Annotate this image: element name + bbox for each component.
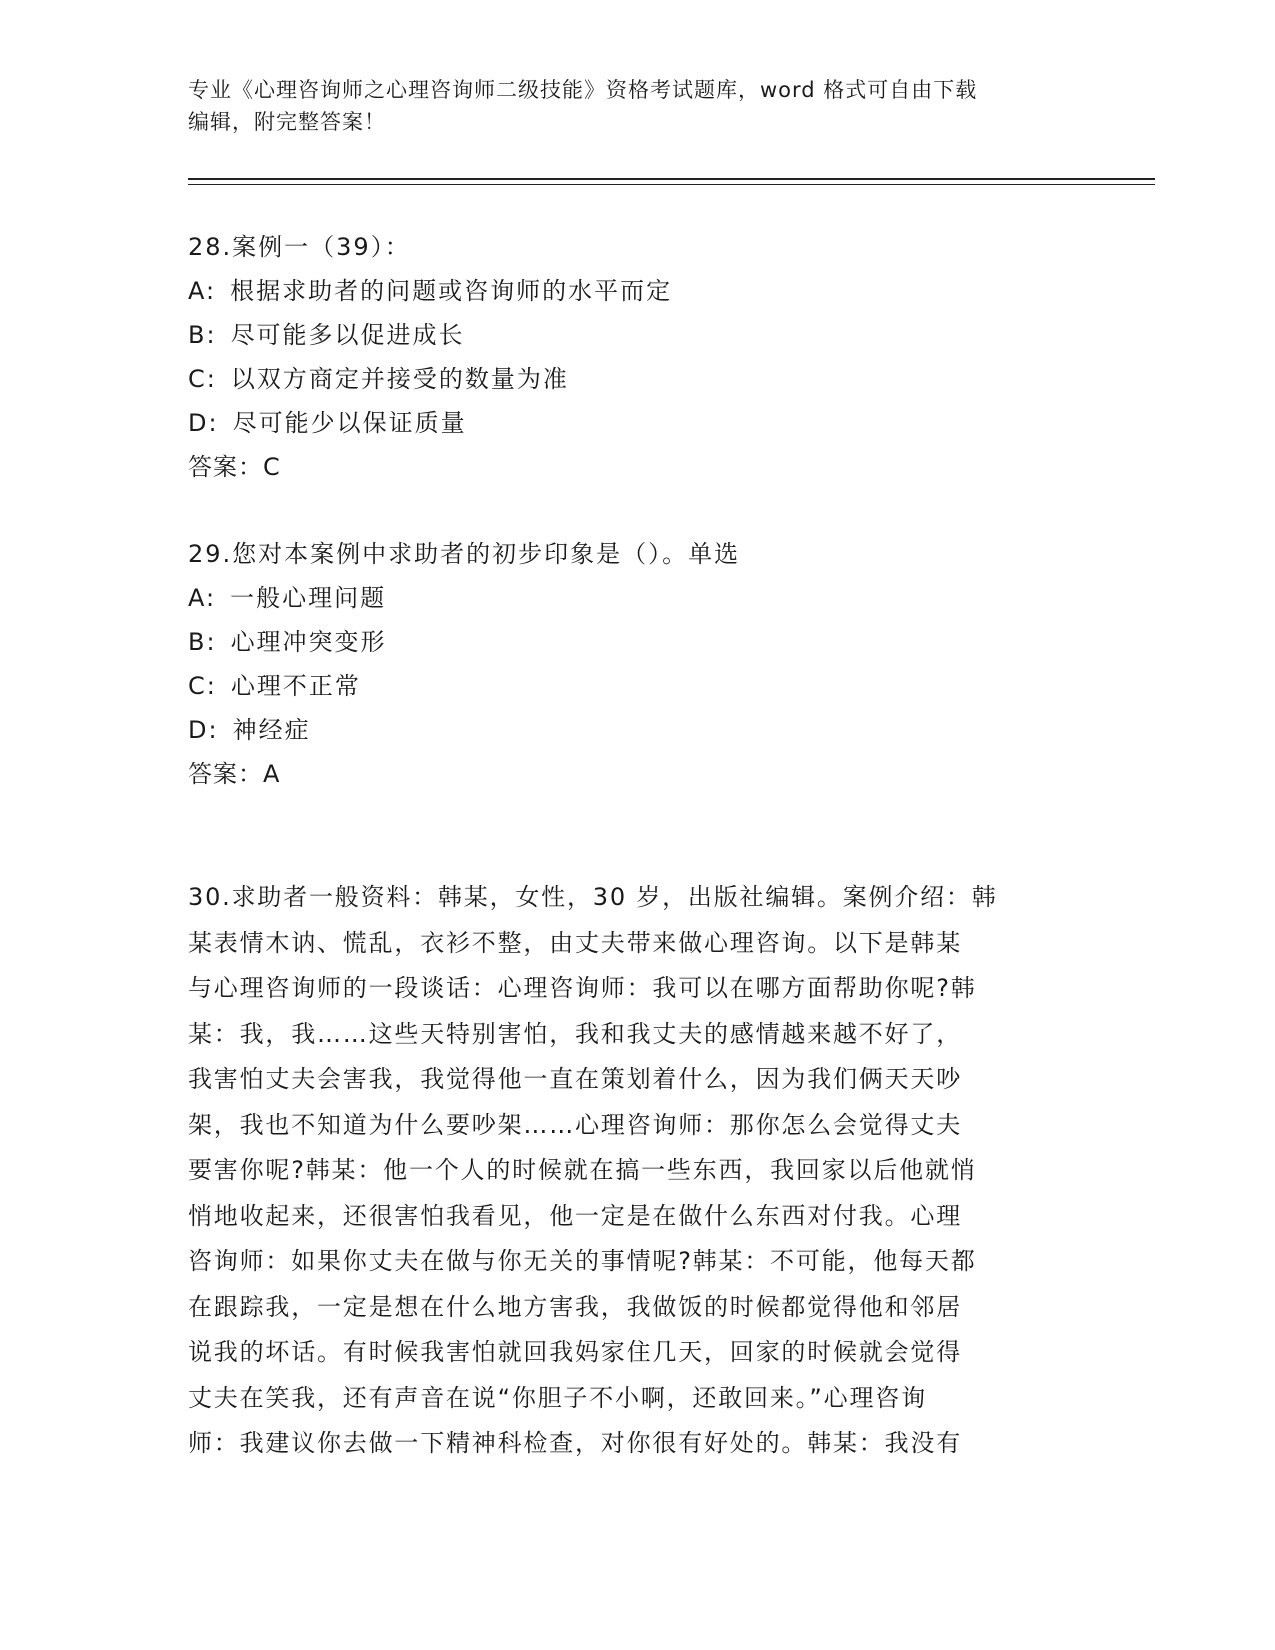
passage-line: 丈夫在笑我，还有声音在说“你胆子不小啊，还敢回来。”心理咨询 [188,1383,927,1412]
option-d [188,406,467,440]
passage-line: 30.求助者一般资料：韩某，女性，30 岁，出版社编辑。案例介绍：韩 [188,883,998,911]
option-letter: A: [188,584,217,612]
passage-line: 说我的坏话。有时候我害怕就回我妈家住几天，回家的时候就会觉得 [188,1338,962,1366]
passage-line: 悄地收起来，还很害怕我看见，他一定是在做什么东西对付我。心理 [188,1201,962,1230]
document-header [188,74,1068,138]
passage-line: 师：我建议你去做一下精神科检查，对你很有好处的。韩某：我没有 [188,1429,962,1457]
option-letter: C: [188,672,217,700]
header-divider-thick [188,178,1155,180]
option-text: 神经症 [232,716,311,744]
passage-line: 某：我，我……这些天特别害怕，我和我丈夫的感情越来越不好了， [188,1019,962,1048]
passage-line: 与心理咨询师的一段谈话：心理咨询师：我可以在哪方面帮助你呢?韩 [188,974,977,1002]
option-letter: D: [188,716,219,744]
option-letter: D: [188,409,219,437]
option-text: 尽可能少以保证质量 [232,409,467,437]
header-line-2: 编辑，附完整答案！ [188,110,386,134]
passage-line: 架，我也不知道为什么要吵架……心理咨询师：那你怎么会觉得丈夫 [188,1110,962,1139]
passage-line: 要害你呢?韩某：他一个人的时候就在搞一些东西，我回家以后他就悄 [188,1156,977,1184]
question-title: 29.您对本案例中求助者的初步印象是（）。单选 [188,540,741,568]
question-title: 28.案例一（39）： [188,233,411,261]
answer: 答案：A [188,760,281,788]
passage-line: 咨询师：如果你丈夫在做与你无关的事情呢?韩某：不可能，他每天都 [188,1247,977,1275]
option-text: 心理不正常 [230,672,361,700]
header-line-1: 专业《心理咨询师之心理咨询师二级技能》资格考试题库，word 格式可自由下载 [188,78,978,102]
option-d [188,713,311,747]
answer: 答案：C [188,453,281,481]
option-letter: B: [188,321,217,349]
passage-line: 某表情木讷、慌乱，衣衫不整，由丈夫带来做心理咨询。以下是韩某 [188,928,962,957]
option-a [188,274,672,308]
option-text: 以双方商定并接受的数量为准 [230,365,569,393]
option-text: 一般心理问题 [230,584,387,612]
option-text: 尽可能多以促进成长 [230,321,465,349]
option-text: 根据求助者的问题或咨询师的水平而定 [230,277,673,305]
option-b [188,625,387,659]
option-c [188,669,361,703]
header-divider-thin [188,184,1155,185]
passage-line: 我害怕丈夫会害我，我觉得他一直在策划着什么，因为我们俩天天吵 [188,1065,962,1093]
option-b [188,318,465,352]
option-text: 心理冲突变形 [230,628,387,656]
option-letter: A: [188,277,217,305]
option-a [188,581,386,615]
question-30-passage [188,875,1088,1467]
option-letter: C: [188,365,217,393]
passage-line: 在跟踪我，一定是想在什么地方害我，我做饭的时候都觉得他和邻居 [188,1292,962,1321]
option-letter: B: [188,628,217,656]
option-c [188,362,569,396]
